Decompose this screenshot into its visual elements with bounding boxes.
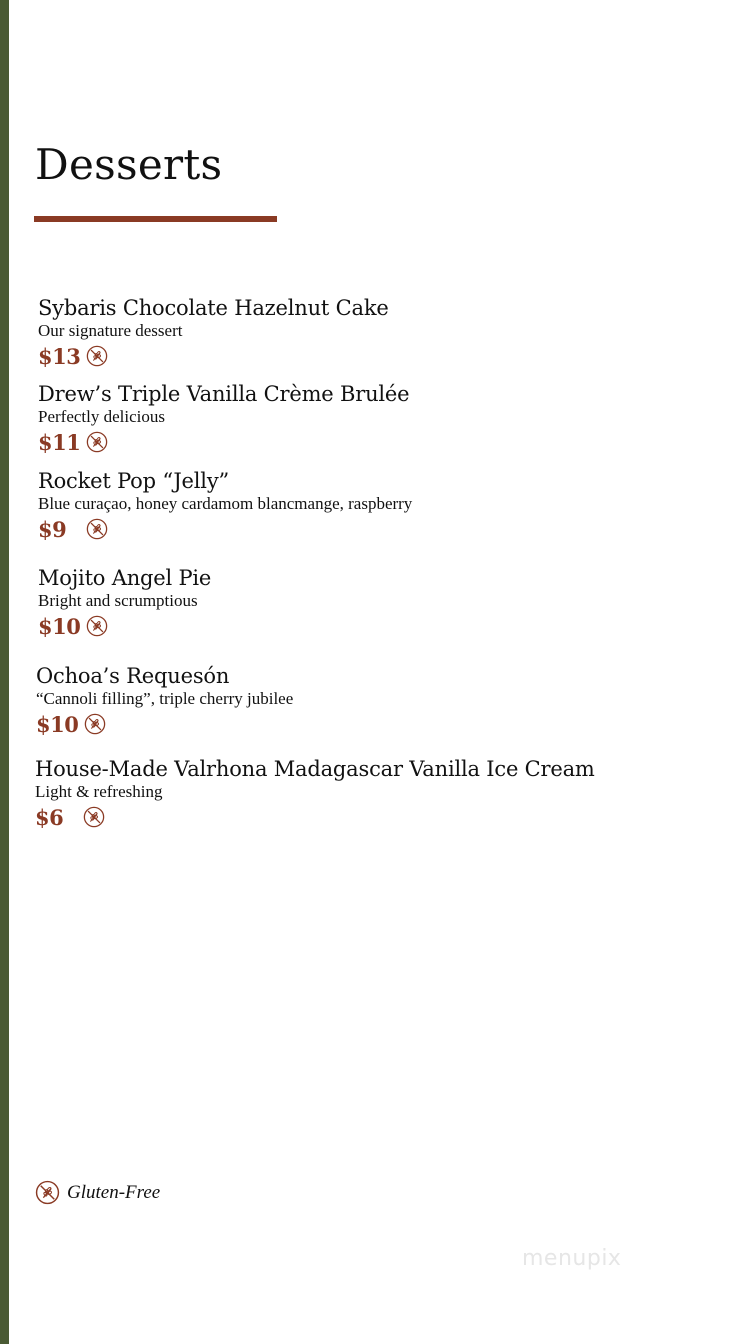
menu-item xyxy=(38,382,409,457)
gluten-free-icon xyxy=(86,345,108,367)
item-description: Light & refreshing xyxy=(35,782,163,801)
gluten-free-icon xyxy=(86,431,108,453)
item-name: Rocket Pop “Jelly” xyxy=(38,469,230,493)
side-bar xyxy=(0,0,9,1344)
item-description: Perfectly delicious xyxy=(38,407,165,426)
menu-item xyxy=(38,296,389,371)
gluten-free-icon xyxy=(86,615,108,637)
gluten-free-icon xyxy=(35,1180,60,1205)
gluten-free-icon xyxy=(84,713,106,735)
item-description: “Cannoli filling”, triple cherry jubilee xyxy=(36,689,294,708)
item-name: Mojito Angel Pie xyxy=(38,566,212,590)
legend xyxy=(35,1180,160,1205)
menu-item xyxy=(38,566,211,641)
item-price: $10 xyxy=(36,711,79,737)
item-price: $10 xyxy=(38,613,81,639)
menu-item xyxy=(35,757,595,832)
legend-label: Gluten-Free xyxy=(67,1181,161,1203)
item-price: $11 xyxy=(38,429,81,455)
watermark: menupix xyxy=(522,1246,622,1271)
item-name: House-Made Valrhona Madagascar Vanilla Ice Cream xyxy=(35,757,595,781)
item-price: $13 xyxy=(38,343,81,369)
item-description: Blue curaçao, honey cardamom blancmange, raspberry xyxy=(38,494,413,513)
item-description: Our signature dessert xyxy=(38,321,183,340)
menu-item xyxy=(36,664,293,739)
item-description: Bright and scrumptious xyxy=(38,591,198,610)
title-divider xyxy=(34,216,277,222)
item-name: Drew’s Triple Vanilla Crème Brulée xyxy=(38,382,410,406)
menu-item xyxy=(38,469,412,544)
item-price: $9 xyxy=(38,516,67,542)
item-price: $6 xyxy=(35,804,64,830)
page-title: Desserts xyxy=(35,140,223,189)
gluten-free-icon xyxy=(83,806,105,828)
gluten-free-icon xyxy=(86,518,108,540)
item-name: Sybaris Chocolate Hazelnut Cake xyxy=(38,296,389,320)
item-name: Ochoa’s Requesón xyxy=(36,664,230,688)
